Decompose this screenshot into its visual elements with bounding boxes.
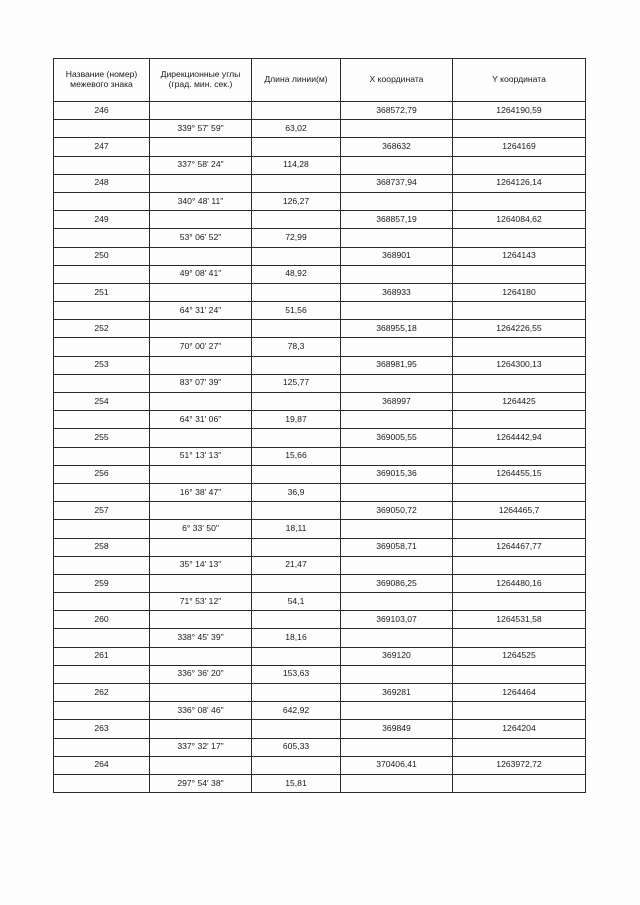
table-row (54, 447, 586, 465)
table-row (54, 483, 586, 501)
blank-cell (341, 447, 453, 465)
table-row (54, 665, 586, 683)
y-coordinate-cell: 1263972,72 (453, 756, 586, 774)
x-coordinate-cell: 369086,25 (341, 574, 453, 592)
line-length-cell: 126,27 (252, 192, 341, 210)
direction-angle-cell: 339° 57' 59" (150, 120, 252, 138)
y-coordinate-cell: 1264143 (453, 247, 586, 265)
blank-cell (150, 538, 252, 556)
line-length-cell: 19,87 (252, 411, 341, 429)
point-name-cell: 249 (54, 211, 150, 229)
x-coordinate-cell: 368737,94 (341, 174, 453, 192)
y-coordinate-cell: 1264525 (453, 647, 586, 665)
blank-cell (54, 483, 150, 501)
header-y-coordinate: Y координата (453, 59, 586, 102)
y-coordinate-cell: 1264455,15 (453, 465, 586, 483)
blank-cell (252, 283, 341, 301)
blank-cell (54, 520, 150, 538)
line-length-cell: 125,77 (252, 374, 341, 392)
x-coordinate-cell: 368933 (341, 283, 453, 301)
blank-cell (252, 356, 341, 374)
x-coordinate-cell: 369103,07 (341, 611, 453, 629)
blank-cell (453, 411, 586, 429)
table-row (54, 393, 586, 411)
x-coordinate-cell: 368997 (341, 393, 453, 411)
blank-cell (252, 756, 341, 774)
line-length-cell: 78,3 (252, 338, 341, 356)
line-length-cell: 72,99 (252, 229, 341, 247)
blank-cell (252, 174, 341, 192)
blank-cell (341, 738, 453, 756)
point-name-cell: 247 (54, 138, 150, 156)
line-length-cell: 21,47 (252, 556, 341, 574)
line-length-cell: 15,66 (252, 447, 341, 465)
direction-angle-cell: 337° 58' 24" (150, 156, 252, 174)
point-name-cell: 253 (54, 356, 150, 374)
blank-cell (54, 411, 150, 429)
blank-cell (54, 556, 150, 574)
blank-cell (341, 229, 453, 247)
blank-cell (252, 393, 341, 411)
blank-cell (453, 702, 586, 720)
blank-cell (341, 665, 453, 683)
blank-cell (252, 502, 341, 520)
table-row (54, 574, 586, 592)
table-row (54, 738, 586, 756)
blank-cell (54, 265, 150, 283)
y-coordinate-cell: 1264465,7 (453, 502, 586, 520)
table-row (54, 411, 586, 429)
y-coordinate-cell: 1264180 (453, 283, 586, 301)
table-row (54, 538, 586, 556)
table-row (54, 611, 586, 629)
blank-cell (54, 629, 150, 647)
header-line-length: Длина линии(м) (252, 59, 341, 102)
x-coordinate-cell: 369015,36 (341, 465, 453, 483)
line-length-cell: 51,56 (252, 302, 341, 320)
blank-cell (252, 647, 341, 665)
blank-cell (341, 302, 453, 320)
blank-cell (252, 574, 341, 592)
line-length-cell: 153,63 (252, 665, 341, 683)
blank-cell (54, 374, 150, 392)
direction-angle-cell: 53° 06' 52" (150, 229, 252, 247)
y-coordinate-cell: 1264084,62 (453, 211, 586, 229)
table-row (54, 356, 586, 374)
blank-cell (453, 229, 586, 247)
direction-angle-cell: 49° 08' 41" (150, 265, 252, 283)
point-name-cell: 258 (54, 538, 150, 556)
blank-cell (341, 520, 453, 538)
table-row (54, 156, 586, 174)
direction-angle-cell: 35° 14' 13" (150, 556, 252, 574)
blank-cell (453, 156, 586, 174)
blank-cell (150, 574, 252, 592)
direction-angle-cell: 83° 07' 39" (150, 374, 252, 392)
blank-cell (150, 138, 252, 156)
blank-cell (453, 483, 586, 501)
table-row (54, 629, 586, 647)
blank-cell (54, 156, 150, 174)
direction-angle-cell: 16° 38' 47" (150, 483, 252, 501)
header-x-coordinate: X координата (341, 59, 453, 102)
table-row (54, 465, 586, 483)
line-length-cell: 48,92 (252, 265, 341, 283)
y-coordinate-cell: 1264467,77 (453, 538, 586, 556)
table-row (54, 756, 586, 774)
blank-cell (252, 211, 341, 229)
point-name-cell: 263 (54, 720, 150, 738)
blank-cell (341, 556, 453, 574)
blank-cell (150, 320, 252, 338)
blank-cell (341, 483, 453, 501)
table-row (54, 774, 586, 792)
blank-cell (150, 356, 252, 374)
x-coordinate-cell: 368901 (341, 247, 453, 265)
blank-cell (341, 120, 453, 138)
x-coordinate-cell: 369058,71 (341, 538, 453, 556)
x-coordinate-cell: 368981,95 (341, 356, 453, 374)
blank-cell (341, 338, 453, 356)
line-length-cell: 18,16 (252, 629, 341, 647)
blank-cell (453, 374, 586, 392)
blank-cell (54, 192, 150, 210)
point-name-cell: 255 (54, 429, 150, 447)
blank-cell (150, 611, 252, 629)
x-coordinate-cell: 369120 (341, 647, 453, 665)
blank-cell (453, 629, 586, 647)
table-row (54, 502, 586, 520)
y-coordinate-cell: 1264169 (453, 138, 586, 156)
table-row (54, 702, 586, 720)
table-row (54, 302, 586, 320)
blank-cell (341, 411, 453, 429)
blank-cell (150, 684, 252, 702)
point-name-cell: 260 (54, 611, 150, 629)
x-coordinate-cell: 369281 (341, 684, 453, 702)
point-name-cell: 252 (54, 320, 150, 338)
x-coordinate-cell: 369050,72 (341, 502, 453, 520)
table-header-row (54, 59, 586, 102)
blank-cell (54, 120, 150, 138)
blank-cell (453, 665, 586, 683)
table-row (54, 647, 586, 665)
blank-cell (252, 138, 341, 156)
direction-angle-cell: 71° 53' 12" (150, 593, 252, 611)
y-coordinate-cell: 1264190,59 (453, 102, 586, 120)
blank-cell (341, 192, 453, 210)
blank-cell (150, 283, 252, 301)
blank-cell (252, 320, 341, 338)
direction-angle-cell: 64° 31' 24" (150, 302, 252, 320)
direction-angle-cell: 338° 45' 39" (150, 629, 252, 647)
table-row (54, 174, 586, 192)
blank-cell (54, 593, 150, 611)
blank-cell (150, 211, 252, 229)
blank-cell (341, 629, 453, 647)
y-coordinate-cell: 1264464 (453, 684, 586, 702)
table-row (54, 684, 586, 702)
line-length-cell: 54,1 (252, 593, 341, 611)
x-coordinate-cell: 368955,18 (341, 320, 453, 338)
x-coordinate-cell: 370406,41 (341, 756, 453, 774)
blank-cell (150, 429, 252, 447)
blank-cell (341, 374, 453, 392)
direction-angle-cell: 340° 48' 11" (150, 192, 252, 210)
table-row (54, 247, 586, 265)
table-row (54, 429, 586, 447)
x-coordinate-cell: 368857,19 (341, 211, 453, 229)
blank-cell (341, 156, 453, 174)
blank-cell (341, 702, 453, 720)
point-name-cell: 246 (54, 102, 150, 120)
point-name-cell: 251 (54, 283, 150, 301)
table-row (54, 556, 586, 574)
y-coordinate-cell: 1264531,58 (453, 611, 586, 629)
line-length-cell: 15,81 (252, 774, 341, 792)
direction-angle-cell: 51° 13' 13" (150, 447, 252, 465)
line-length-cell: 18,11 (252, 520, 341, 538)
blank-cell (150, 174, 252, 192)
blank-cell (453, 265, 586, 283)
table-row (54, 120, 586, 138)
direction-angle-cell: 337° 32' 17" (150, 738, 252, 756)
y-coordinate-cell: 1264442,94 (453, 429, 586, 447)
point-name-cell: 250 (54, 247, 150, 265)
x-coordinate-cell: 369005,55 (341, 429, 453, 447)
table-row (54, 138, 586, 156)
blank-cell (252, 102, 341, 120)
point-name-cell: 261 (54, 647, 150, 665)
point-name-cell: 257 (54, 502, 150, 520)
blank-cell (150, 720, 252, 738)
line-length-cell: 63,02 (252, 120, 341, 138)
blank-cell (453, 593, 586, 611)
blank-cell (150, 502, 252, 520)
blank-cell (341, 593, 453, 611)
blank-cell (252, 429, 341, 447)
blank-cell (453, 302, 586, 320)
blank-cell (453, 520, 586, 538)
table-body (54, 102, 586, 793)
blank-cell (453, 556, 586, 574)
point-name-cell: 264 (54, 756, 150, 774)
x-coordinate-cell: 368632 (341, 138, 453, 156)
blank-cell (252, 465, 341, 483)
blank-cell (453, 338, 586, 356)
blank-cell (252, 720, 341, 738)
blank-cell (252, 247, 341, 265)
blank-cell (252, 684, 341, 702)
table-row (54, 229, 586, 247)
table-row (54, 211, 586, 229)
y-coordinate-cell: 1264425 (453, 393, 586, 411)
direction-angle-cell: 336° 08' 46" (150, 702, 252, 720)
blank-cell (54, 447, 150, 465)
point-name-cell: 256 (54, 465, 150, 483)
direction-angle-cell: 6° 33' 50" (150, 520, 252, 538)
line-length-cell: 642,92 (252, 702, 341, 720)
blank-cell (150, 393, 252, 411)
boundary-coordinates-table (53, 58, 586, 793)
point-name-cell: 254 (54, 393, 150, 411)
table-row (54, 338, 586, 356)
blank-cell (54, 229, 150, 247)
y-coordinate-cell: 1264204 (453, 720, 586, 738)
table-row (54, 320, 586, 338)
point-name-cell: 262 (54, 684, 150, 702)
blank-cell (54, 774, 150, 792)
y-coordinate-cell: 1264226,55 (453, 320, 586, 338)
y-coordinate-cell: 1264480,16 (453, 574, 586, 592)
table-row (54, 265, 586, 283)
y-coordinate-cell: 1264126,14 (453, 174, 586, 192)
blank-cell (54, 665, 150, 683)
table-row (54, 520, 586, 538)
blank-cell (54, 702, 150, 720)
blank-cell (453, 447, 586, 465)
header-direction-angle: Дирекционные углы (град. мин. сек.) (150, 59, 252, 102)
blank-cell (54, 302, 150, 320)
blank-cell (150, 102, 252, 120)
blank-cell (453, 738, 586, 756)
y-coordinate-cell: 1264300,13 (453, 356, 586, 374)
blank-cell (453, 192, 586, 210)
x-coordinate-cell: 369849 (341, 720, 453, 738)
line-length-cell: 36,9 (252, 483, 341, 501)
blank-cell (150, 247, 252, 265)
blank-cell (54, 338, 150, 356)
direction-angle-cell: 297° 54' 38" (150, 774, 252, 792)
direction-angle-cell: 64° 31' 06" (150, 411, 252, 429)
table-row (54, 102, 586, 120)
table-row (54, 192, 586, 210)
blank-cell (453, 774, 586, 792)
blank-cell (341, 265, 453, 283)
direction-angle-cell: 336° 36' 20" (150, 665, 252, 683)
blank-cell (341, 774, 453, 792)
point-name-cell: 259 (54, 574, 150, 592)
x-coordinate-cell: 368572,79 (341, 102, 453, 120)
point-name-cell: 248 (54, 174, 150, 192)
blank-cell (150, 465, 252, 483)
blank-cell (252, 611, 341, 629)
blank-cell (252, 538, 341, 556)
table-row (54, 720, 586, 738)
direction-angle-cell: 70° 00' 27" (150, 338, 252, 356)
blank-cell (150, 647, 252, 665)
line-length-cell: 605,33 (252, 738, 341, 756)
table-row (54, 374, 586, 392)
header-point-name: Название (номер) межевого знака (54, 59, 150, 102)
blank-cell (54, 738, 150, 756)
table-row (54, 593, 586, 611)
blank-cell (453, 120, 586, 138)
line-length-cell: 114,28 (252, 156, 341, 174)
table-row (54, 283, 586, 301)
blank-cell (150, 756, 252, 774)
